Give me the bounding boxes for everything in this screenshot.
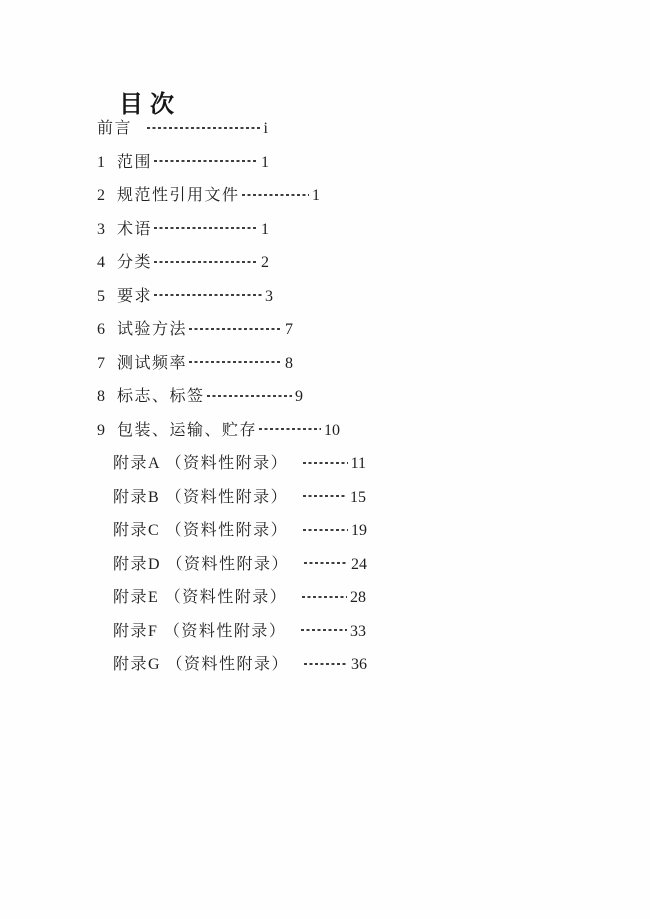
toc-entry-label: 测试频率: [117, 354, 188, 372]
toc-entry-test-methods: [97, 313, 293, 347]
toc-entry-page: 36: [351, 656, 367, 673]
dot-leader: [303, 529, 348, 531]
toc-entry-label: 附录A （资料性附录）: [113, 455, 289, 472]
toc-entry-label: 附录F （资料性附录）: [113, 622, 287, 640]
dot-leader: [303, 462, 347, 464]
toc-entry-appendix-c: [113, 514, 367, 548]
toc-entry-appendix-f: [113, 615, 366, 649]
page-title: 目次: [119, 92, 181, 118]
toc-entry-page: 24: [351, 555, 367, 573]
toc-entry-page: 2: [261, 254, 269, 271]
toc-entry-normative-references: [97, 179, 320, 213]
toc-entry-page: 1: [312, 187, 320, 204]
toc-entry-appendix-a: [113, 447, 366, 481]
toc-entry-label: 附录E （资料性附录）: [113, 589, 288, 606]
toc-entry-label: 术语: [117, 220, 153, 238]
toc-entry-page: 11: [350, 455, 366, 472]
toc-entry-requirements: [97, 280, 273, 314]
toc-entry-page: 1: [261, 220, 269, 238]
toc-entry-number: 2: [97, 187, 105, 204]
toc-entry-appendix-d: [113, 548, 367, 582]
dot-leader: [304, 663, 348, 665]
toc-entry-number: 7: [97, 354, 105, 372]
dot-leader: [154, 294, 262, 296]
toc-entry-number: 3: [97, 220, 105, 238]
dot-leader: [154, 227, 258, 229]
toc-entry-label: 附录D （资料性附录）: [113, 555, 290, 573]
toc-entry-label: 范围: [117, 153, 153, 171]
toc-entry-page: 7: [285, 321, 293, 338]
toc-entry-page: i: [263, 120, 268, 137]
toc-entry-classification: [97, 246, 269, 280]
dot-leader: [154, 160, 258, 162]
dot-leader: [259, 428, 321, 430]
table-of-contents: [0, 112, 367, 682]
toc-entry-appendix-e: [113, 581, 366, 615]
toc-entry-page: 19: [351, 522, 367, 539]
toc-entry-page: 1: [261, 153, 269, 171]
dot-leader: [147, 127, 261, 129]
dot-leader: [189, 328, 282, 330]
toc-entry-label: 标志、标签: [117, 388, 205, 405]
toc-entry-label: 分类: [117, 254, 153, 271]
toc-entry-appendix-g: [113, 648, 367, 682]
toc-entry-label: 前言: [97, 120, 133, 137]
toc-entry-page: 9: [295, 388, 303, 405]
dot-leader: [242, 194, 309, 196]
dot-leader: [303, 495, 347, 497]
toc-entry-label: 附录B （资料性附录）: [113, 488, 289, 506]
toc-entry-number: 5: [97, 287, 105, 305]
dot-leader: [302, 596, 347, 598]
dot-leader: [189, 361, 282, 363]
toc-entry-number: 8: [97, 388, 105, 405]
toc-entry-page: 33: [350, 622, 366, 640]
dot-leader: [301, 629, 347, 631]
toc-entry-number: 9: [97, 421, 105, 439]
toc-entry-test-frequency: [97, 347, 293, 381]
toc-entry-label: 规范性引用文件: [117, 187, 240, 204]
toc-entry-foreword: [97, 112, 268, 146]
toc-entry-label: 附录C （资料性附录）: [113, 522, 289, 539]
toc-entry-number: 4: [97, 254, 105, 271]
toc-entry-marking-labels: [97, 380, 303, 414]
toc-entry-label: 附录G （资料性附录）: [113, 656, 290, 673]
dot-leader: [207, 395, 292, 397]
dot-leader: [304, 562, 348, 564]
toc-entry-page: 15: [350, 488, 366, 506]
toc-entry-number: 1: [97, 153, 105, 171]
toc-entry-page: 10: [324, 421, 340, 439]
toc-entry-scope: [97, 146, 269, 180]
toc-entry-terms: [97, 213, 269, 247]
toc-entry-page: 8: [285, 354, 293, 372]
toc-entry-label: 包装、运输、贮存: [117, 421, 258, 439]
toc-entry-page: 3: [265, 287, 273, 305]
toc-entry-label: 要求: [117, 287, 153, 305]
toc-entry-number: 6: [97, 321, 105, 338]
toc-entry-packaging-transport-storage: [97, 414, 340, 448]
dot-leader: [154, 261, 258, 263]
toc-entry-page: 28: [350, 589, 366, 606]
toc-entry-appendix-b: [113, 481, 366, 515]
toc-entry-label: 试验方法: [117, 321, 188, 338]
